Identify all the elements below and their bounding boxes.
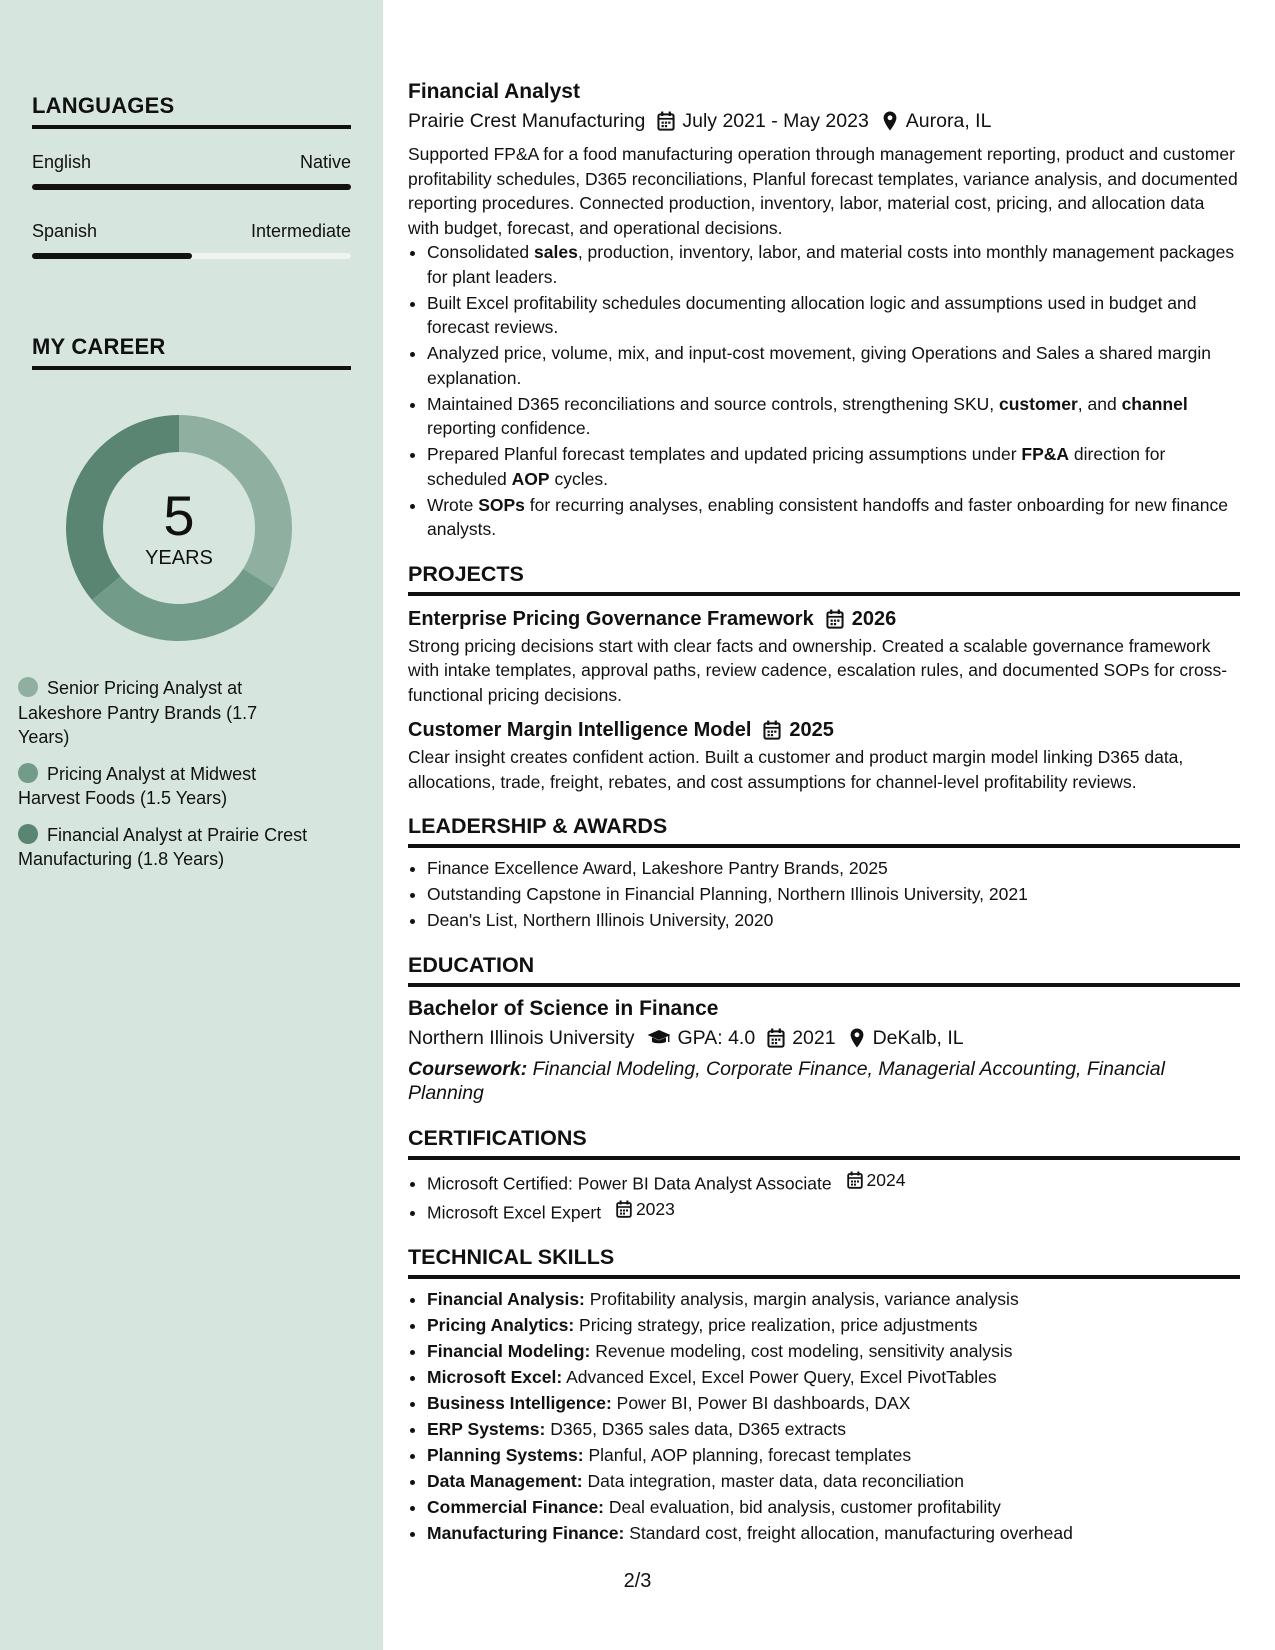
- skill-values: Pricing strategy, price realization, price adjustments: [579, 1314, 978, 1335]
- leadership-list: [408, 856, 1240, 933]
- skills-heading: TECHNICAL SKILLS: [408, 1245, 1240, 1279]
- skill-category: Pricing Analytics:: [427, 1314, 575, 1335]
- degree-title: Bachelor of Science in Finance: [408, 996, 719, 1020]
- language-bar-fill: [32, 253, 192, 259]
- job-company: Prairie Crest Manufacturing: [408, 110, 646, 132]
- bullet-text: Prepared Planful forecast templates and updated pricing assumptions under: [427, 444, 1022, 464]
- graduation-year: 2021: [792, 1026, 836, 1049]
- legend-dot-icon: [18, 677, 38, 697]
- language-level: Native: [299, 152, 351, 172]
- certification-item: [427, 1168, 1240, 1196]
- skill-item: [427, 1313, 1240, 1338]
- leadership-item: • Dean's List, Northern Illinois University, 2020: [427, 908, 1240, 933]
- bullet-keyword: customer: [999, 393, 1078, 414]
- job-bullet: [427, 240, 1240, 289]
- career-legend: [18, 676, 308, 884]
- skills-list: [408, 1287, 1240, 1546]
- bullet-text: Built Excel profitability schedules documenting allocation logic and assumptions used in budget and forecast reviews.: [427, 292, 1197, 337]
- job-bullets: [408, 240, 1240, 542]
- calendar-icon: [616, 1200, 632, 1218]
- skill-category: Financial Analysis:: [427, 1288, 585, 1309]
- skill-values: Planful, AOP planning, forecast templates: [588, 1444, 912, 1465]
- skill-values: D365, D365 sales data, D365 extracts: [550, 1418, 846, 1439]
- certification-date: [847, 1168, 906, 1193]
- job-bullet: [427, 493, 1240, 542]
- school-location: DeKalb, IL: [872, 1026, 964, 1049]
- certifications-list: [408, 1168, 1240, 1225]
- project-year: 2025: [789, 719, 834, 741]
- skill-item: [427, 1365, 1240, 1390]
- skill-item: [427, 1391, 1240, 1416]
- project-year: 2026: [851, 607, 897, 630]
- project-date: [826, 604, 897, 634]
- calendar-icon: [847, 1171, 863, 1189]
- certification-name: Microsoft Certified: Power BI Data Analyst Associate: [427, 1172, 832, 1193]
- school-name: Northern Illinois University: [408, 1026, 635, 1049]
- career-heading: MY CAREER: [32, 334, 351, 370]
- job-title: Financial Analyst: [408, 80, 580, 103]
- skill-values: Data integration, master data, data reconciliation: [587, 1470, 964, 1491]
- leadership-item: • Finance Excellence Award, Lakeshore Pantry Brands, 2025: [427, 856, 1240, 881]
- career-legend-label: Senior Pricing Analyst at Lakeshore Pantry Brands (1.7 Years): [18, 678, 258, 747]
- skill-item: [427, 1339, 1240, 1364]
- gpa: GPA: 4.0: [677, 1026, 756, 1049]
- project-title: Enterprise Pricing Governance Framework: [408, 607, 814, 630]
- bullet-text: Analyzed price, volume, mix, and input-cost movement, giving Operations and Sales a shared margin explanation.: [427, 343, 1212, 388]
- skill-values: Advanced Excel, Excel Power Query, Excel PivotTables: [566, 1366, 997, 1387]
- skill-values: Power BI, Power BI dashboards, DAX: [616, 1392, 911, 1413]
- bullet-keyword: AOP: [511, 468, 550, 489]
- career-legend-label: Financial Analyst at Prairie Crest Manufacturing (1.8 Years): [18, 824, 308, 869]
- page-number: 2/3: [623, 1570, 652, 1592]
- job-dates: July 2021 - May 2023: [682, 110, 869, 132]
- job-bullet: [427, 291, 1240, 340]
- project-description: Strong pricing decisions start with clear facts and ownership. Created a scalable governance framework with intake templates, approval paths, review cadence, escalation rules, and documented SOPs for cross-functional pricing decisions.: [408, 635, 1228, 705]
- coursework-list: Financial Modeling, Corporate Finance, Managerial Accounting, Financial Planning: [408, 1057, 1165, 1104]
- project-title-row: [408, 604, 1240, 634]
- education-heading: EDUCATION: [408, 953, 1240, 987]
- location-pin-icon: [848, 1028, 866, 1048]
- bullet-text: , production, inventory, labor, and material costs into monthly management packages for plant leaders.: [427, 242, 1235, 287]
- certification-name: Microsoft Excel Expert: [427, 1202, 602, 1222]
- job-location: Aurora, IL: [905, 110, 992, 132]
- leadership-heading: LEADERSHIP & AWARDS: [408, 814, 1240, 848]
- language-level: Intermediate: [250, 221, 351, 241]
- language-name: English: [32, 152, 92, 172]
- bullet-text: Maintained D365 reconciliations and source controls, strengthening SKU,: [427, 393, 999, 414]
- bullet-text: reporting confidence.: [427, 418, 591, 438]
- skill-item: [427, 1521, 1240, 1546]
- skill-category: Financial Modeling:: [427, 1340, 591, 1361]
- skill-item: [427, 1469, 1240, 1494]
- skill-values: Standard cost, freight allocation, manufacturing overhead: [629, 1522, 1073, 1543]
- job-description: Supported FP&A for a food manufacturing operation through management reporting, product and customer profitability schedules, D365 reconciliations, Planful forecast templates, variance analysis, and documented reporting procedures. Connected production, inventory, labor, material cost, pricing, and allocation data with budget, forecast, and operational decisions.: [408, 144, 1238, 238]
- language-bar-fill: [32, 184, 351, 190]
- skill-item: [427, 1287, 1240, 1312]
- certification-item: [427, 1197, 1240, 1225]
- project-title-row: [408, 715, 1240, 745]
- bullet-text: , and: [1077, 393, 1122, 414]
- project-item: [408, 715, 1240, 794]
- education-meta: [408, 1023, 1240, 1053]
- bullet-keyword: SOPs: [478, 494, 525, 515]
- bullet-text: for recurring analyses, enabling consistent handoffs and faster onboarding for new finance analysts.: [427, 494, 1228, 539]
- career-total-years: 5: [163, 483, 195, 547]
- skill-values: Profitability analysis, margin analysis, variance analysis: [589, 1288, 1019, 1309]
- calendar-icon: [767, 1028, 785, 1048]
- calendar-icon: [657, 111, 675, 131]
- leadership-item: • Outstanding Capstone in Financial Planning, Northern Illinois University, 2021: [427, 882, 1240, 907]
- language-bar-spanish: [32, 253, 351, 259]
- coursework-label: Coursework:: [408, 1057, 528, 1080]
- location-pin-icon: [881, 111, 899, 131]
- certification-date: [616, 1197, 675, 1222]
- job-bullet: [427, 442, 1240, 491]
- skill-category: ERP Systems:: [427, 1418, 546, 1439]
- bullet-keyword: sales: [534, 242, 578, 262]
- skill-category: Business Intelligence:: [427, 1392, 612, 1413]
- career-legend-item: [18, 676, 308, 750]
- project-description: Clear insight creates confident action. Built a customer and product margin model linking D365 data, allocations, trade, freight, rebates, and cost assumptions for channel-level profitability reviews.: [408, 747, 1184, 792]
- language-bar-english: [32, 184, 351, 190]
- bullet-text: direction for scheduled: [427, 444, 1166, 489]
- job-meta: [408, 106, 1240, 136]
- bullet-text: Wrote: [427, 494, 479, 515]
- certification-year: 2024: [866, 1169, 906, 1190]
- job-bullet: [427, 341, 1240, 390]
- legend-dot-icon: [18, 824, 38, 844]
- job-bullet: [427, 392, 1240, 441]
- calendar-icon: [763, 720, 781, 740]
- skill-item: [427, 1443, 1240, 1468]
- projects-heading: PROJECTS: [408, 562, 1240, 596]
- skill-values: Revenue modeling, cost modeling, sensitivity analysis: [595, 1340, 1013, 1361]
- bullet-text: Consolidated: [427, 242, 535, 262]
- donut-center: [66, 415, 292, 641]
- legend-dot-icon: [18, 763, 38, 783]
- language-name: Spanish: [32, 221, 98, 241]
- sidebar: [0, 0, 383, 1650]
- bullet-keyword: FP&A: [1021, 444, 1070, 464]
- skill-values: Deal evaluation, bid analysis, customer profitability: [608, 1496, 1001, 1517]
- bullet-keyword: channel: [1121, 393, 1188, 414]
- project-title: Customer Margin Intelligence Model: [408, 719, 752, 741]
- main-content: [408, 78, 1240, 1547]
- skill-item: [427, 1417, 1240, 1442]
- project-item: [408, 604, 1240, 708]
- coursework: [408, 1057, 1240, 1106]
- skill-category: Manufacturing Finance:: [427, 1522, 625, 1543]
- skill-item: [427, 1495, 1240, 1520]
- career-donut-chart: [66, 415, 292, 641]
- graduation-cap-icon: [647, 1029, 671, 1047]
- certifications-heading: CERTIFICATIONS: [408, 1126, 1240, 1160]
- career-legend-item: [18, 823, 308, 872]
- career-legend-item: [18, 762, 308, 811]
- languages-heading: LANGUAGES: [32, 93, 351, 129]
- project-date: [763, 715, 834, 745]
- certification-year: 2023: [635, 1198, 675, 1219]
- skill-category: Commercial Finance:: [427, 1496, 604, 1517]
- skill-category: Microsoft Excel:: [427, 1366, 563, 1387]
- calendar-icon: [826, 609, 844, 629]
- skill-category: Data Management:: [427, 1470, 583, 1491]
- career-years-unit: YEARS: [145, 546, 213, 569]
- career-legend-label: Pricing Analyst at Midwest Harvest Foods (1.5 Years): [18, 763, 257, 808]
- skill-category: Planning Systems:: [427, 1444, 584, 1465]
- bullet-text: cycles.: [549, 468, 608, 489]
